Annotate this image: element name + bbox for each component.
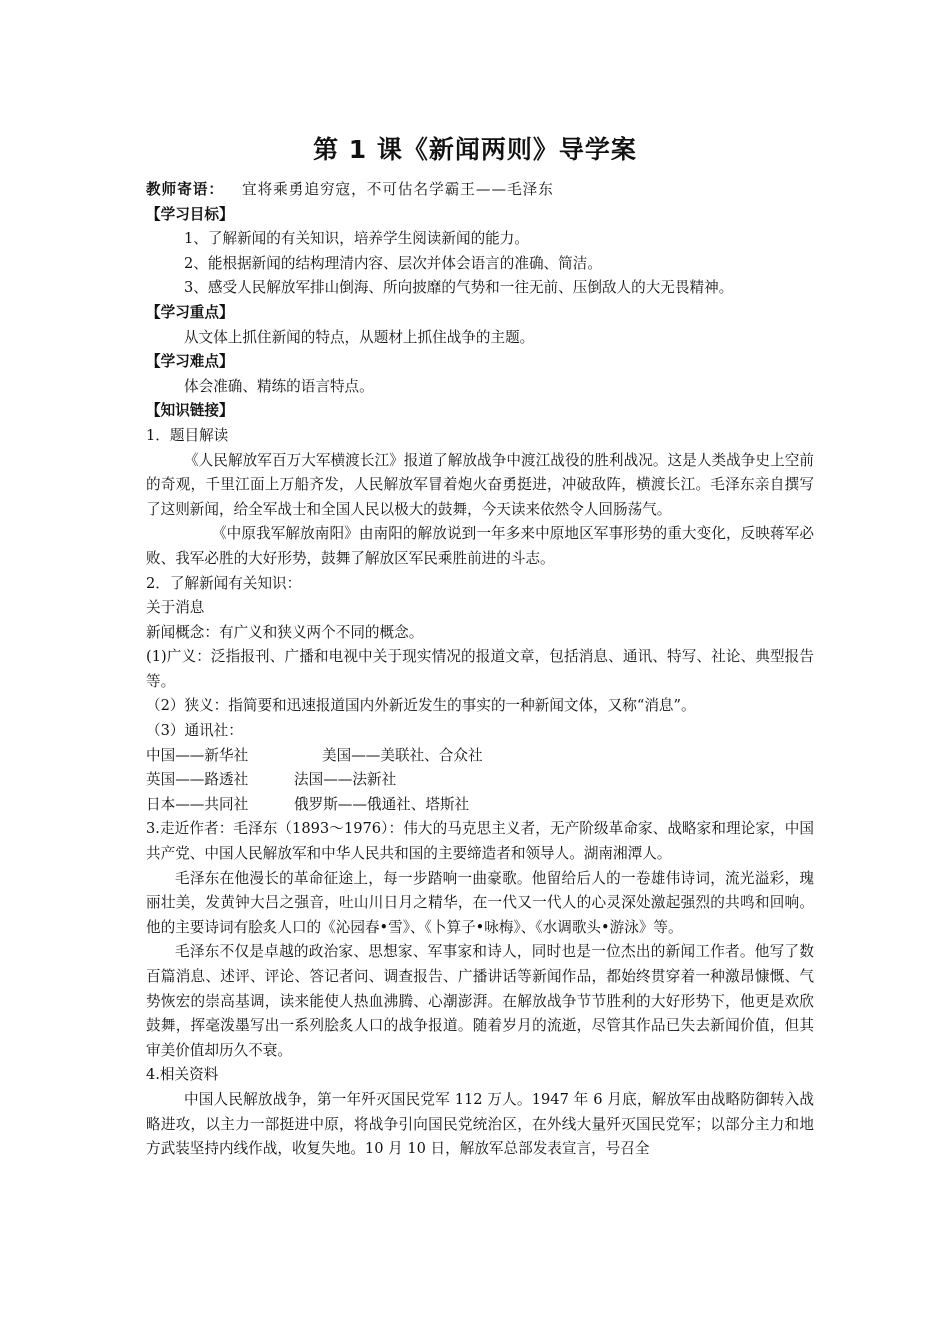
motto-text: 宜将乘勇追穷寇，不可估名学霸王——毛泽东 bbox=[241, 181, 554, 198]
motto-label: 教师寄语： bbox=[146, 181, 224, 198]
teacher-motto bbox=[146, 178, 814, 203]
agency-entry: 美国——美联社、合众社 bbox=[322, 746, 483, 764]
difficulty-text: 体会准确、精练的语言特点。 bbox=[184, 377, 374, 395]
agency-row bbox=[146, 744, 814, 769]
focus-text: 从文体上抓住新闻的特点，从题材上抓住战争的主题。 bbox=[184, 328, 535, 346]
section-title: 1．题目解读 bbox=[146, 426, 229, 444]
knowledge-heading: 【知识链接】 bbox=[146, 402, 234, 420]
agency-entry: 日本——共同社 bbox=[146, 795, 249, 813]
goal-item: 1、了解新闻的有关知识，培养学生阅读新闻的能力。 bbox=[184, 230, 529, 248]
paragraph: （2）狭义：指简要和迅速报道国内外新近发生的事实的一种新闻文体，又称“消息”。 bbox=[146, 697, 696, 715]
paragraph: (1)广义：泛指报刊、广播和电视中关于现实情况的报道文章，包括消息、通讯、特写、社论、典型报告等。 bbox=[146, 648, 814, 690]
agency-entry: 俄罗斯——俄通社、塔斯社 bbox=[294, 795, 470, 813]
goal-item: 3、感受人民解放军排山倒海、所向披靡的气势和一往无前、压倒敌人的大无畏精神。 bbox=[184, 279, 734, 297]
subheading: 关于消息 bbox=[146, 599, 205, 617]
goal-item: 2、能根据新闻的结构理清内容、层次并体会语言的准确、简洁。 bbox=[184, 254, 602, 272]
focus-heading: 【学习重点】 bbox=[146, 303, 234, 321]
paragraph: 新闻概念：有广义和狭义两个不同的概念。 bbox=[146, 623, 424, 641]
paragraph: 《中原我军解放南阳》由南阳的解放说到一年多来中原地区军事形势的重大变化，反映蒋军必败、我军必胜的大好形势，鼓舞了解放区军民乘胜前进的斗志。 bbox=[146, 525, 814, 567]
paragraph: 《人民解放军百万大军横渡长江》报道了解放战争中渡江战役的胜利战况。这是人类战争史上空前的奇观，千里江面上万船齐发，人民解放军冒着炮火奋勇挺进，冲破敌阵，横渡长江。毛泽东亲自撰写了这则新闻，给全军战士和全国人民以极大的鼓舞，今天读来依然令人回肠荡气。 bbox=[146, 451, 814, 518]
agency-row bbox=[146, 793, 814, 818]
paragraph: 中国人民解放战争，第一年歼灭国民党军 112 万人。1947 年 6 月底，解放军由战略防御转入战略进攻，以主力一部挺进中原，将战争引向国民党统治区，在外线大量歼灭国民党军；以部分主力和地方武装坚持内线作战，收复失地。10 月 10 日，解放军总部发表宣言，号召全 bbox=[146, 1090, 814, 1158]
section-title: 3.走近作者：毛泽东（1893～1976）：伟大的马克思主义者，无产阶级革命家、战略家和理论家，中国共产党、中国人民解放军和中华人民共和国的主要缔造者和领导人。湖南湘潭人。 bbox=[146, 820, 814, 863]
difficulty-heading: 【学习难点】 bbox=[146, 353, 234, 371]
goals-heading: 【学习目标】 bbox=[146, 205, 234, 223]
agency-entry: 中国——新华社 bbox=[146, 746, 249, 764]
paragraph: （3）通讯社： bbox=[146, 722, 243, 740]
agency-entry: 英国——路透社 bbox=[146, 771, 249, 789]
paragraph: 毛泽东不仅是卓越的政治家、思想家、军事家和诗人，同时也是一位杰出的新闻工作者。他写了数百篇消息、述评、评论、答记者问、调查报告、广播讲话等新闻作品，都始终贯穿着一种激昂慷慨、气势恢宏的崇高基调，读来能使人热血沸腾、心潮澎湃。在解放战争节节胜利的大好形势下，他更是欢欣鼓舞，挥毫泼墨写出一系列脍炙人口的战争报道。随着岁月的流逝，尽管其作品已失去新闻价值，但其审美价值却历久不衰。 bbox=[146, 943, 814, 1059]
agency-entry: 法国——法新社 bbox=[294, 771, 397, 789]
section-title: 4.相关资料 bbox=[146, 1066, 219, 1084]
section-title: 2．了解新闻有关知识： bbox=[146, 574, 302, 592]
paragraph: 毛泽东在他漫长的革命征途上，每一步踏响一曲豪歌。他留给后人的一卷雄伟诗词，流光溢彩，瑰丽壮美，发黄钟大吕之强音，吐山川日月之精华，在一代又一代人的心灵深处激起强烈的共鸣和回响。他的主要诗词有脍炙人口的《沁园春•雪》、《卜算子•咏梅》、《水调歌头•游泳》等。 bbox=[146, 869, 814, 936]
page-title: 第 1 课《新闻两则》导学案 bbox=[313, 135, 637, 164]
agency-row bbox=[146, 768, 814, 793]
document-body bbox=[146, 178, 814, 1162]
